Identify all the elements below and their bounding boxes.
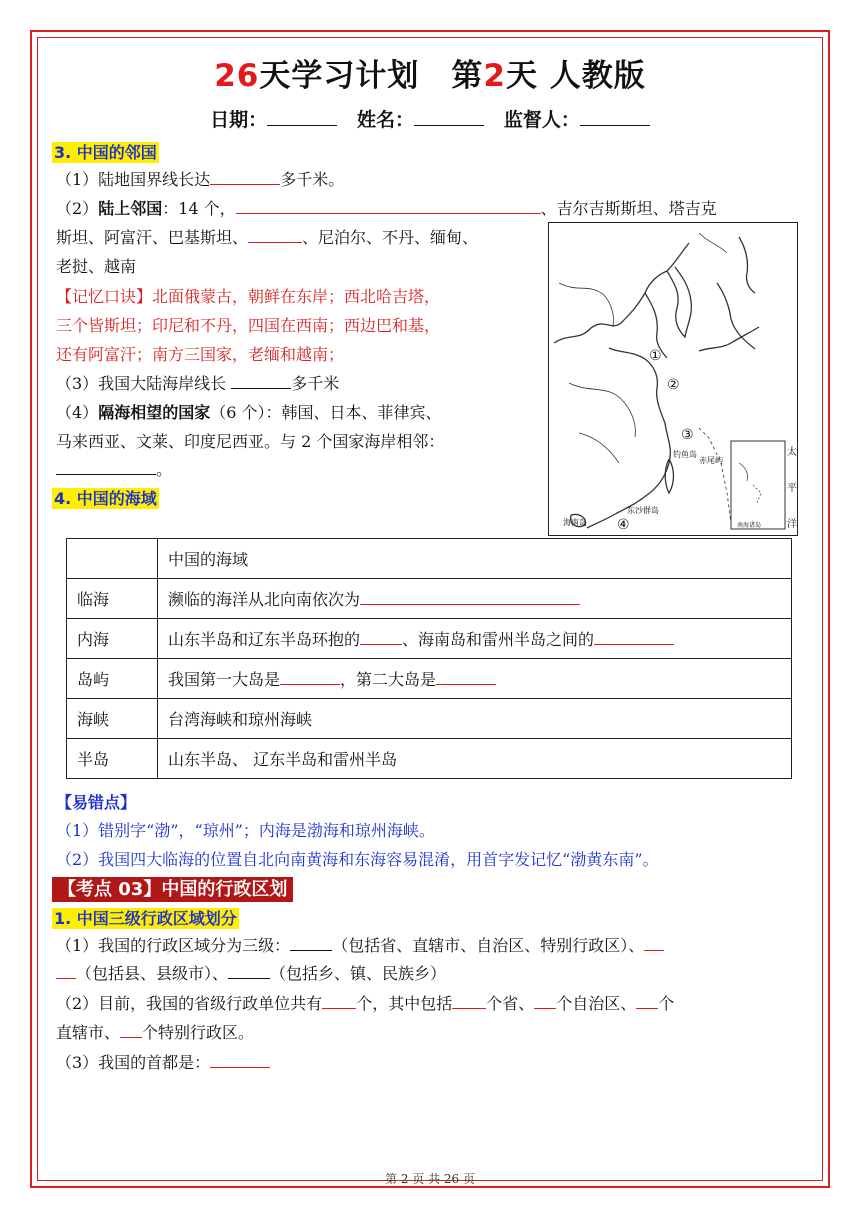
strait-blank[interactable] — [594, 628, 674, 645]
largest-island-blank[interactable] — [280, 668, 340, 685]
kaodian-line3: （2）目前，我国的省级行政单位共有 个，其中包括 个省、 个自治区、 个 — [56, 994, 675, 1013]
map-outline — [549, 223, 798, 536]
map-label-dongsha: 东沙群岛 — [627, 506, 659, 515]
map-marker-1: ① — [649, 348, 662, 364]
supervisor-label: 监督人： — [503, 109, 580, 131]
table-cell: 我国第一大岛是 ，第二大岛是 — [158, 659, 792, 699]
mnemonic-line1: 【记忆口诀】北面俄蒙古，朝鲜在东岸；西北哈吉塔， — [56, 287, 441, 306]
kaodian-line4: 直辖市、 个特别行政区。 — [56, 1023, 255, 1042]
marginal-seas-blank[interactable] — [360, 588, 580, 605]
table-row — [67, 579, 792, 619]
table-cell: 台湾海峡和琼州海峡 — [158, 699, 792, 739]
title-text: 天学习计划 第 — [259, 58, 484, 94]
map-marker-2: ② — [667, 377, 680, 393]
section3-line1: （1）陆地国界线长达 多千米。 — [56, 170, 345, 189]
map-marker-3: ③ — [681, 427, 694, 443]
east-asia-map — [548, 222, 798, 536]
date-blank[interactable] — [267, 106, 337, 126]
date-label: 日期： — [210, 109, 268, 131]
map-label-chiweiyu: 赤尾屿 — [699, 456, 723, 465]
row-label: 半岛 — [67, 739, 158, 779]
section3-line2: （2）陆上邻国：14 个， 、吉尔吉斯斯坦、塔吉克 — [56, 199, 717, 218]
errors-heading: 【易错点】 — [56, 793, 137, 812]
sar-count-blank[interactable] — [120, 1021, 142, 1038]
neighbor-blank-2[interactable] — [248, 226, 302, 243]
second-island-blank[interactable] — [436, 668, 496, 685]
capital-blank[interactable] — [210, 1051, 270, 1068]
page-footer: 第 2 页 共 26 页 — [385, 1172, 475, 1186]
kaodian-line1: （1）我国的行政区域分为三级： （包括省、直辖市、自治区、特别行政区）、 — [56, 933, 664, 959]
map-label-diaoyu: 钓鱼岛 — [673, 450, 697, 459]
error-line1: （1）错别字“渤”，“琼州”；内海是渤海和琼州海峡。 — [56, 821, 435, 840]
inland-sea-blank[interactable] — [360, 628, 402, 645]
section4-heading: 4. 中国的海域 — [54, 489, 157, 508]
name-label: 姓名： — [356, 109, 414, 131]
provincial-count-blank[interactable] — [322, 992, 356, 1009]
municipality-count-blank[interactable] — [636, 992, 658, 1009]
map-label-inset: 南海诸岛 — [737, 522, 762, 529]
row-label: 岛屿 — [67, 659, 158, 699]
info-line — [0, 105, 860, 132]
border-length-blank[interactable] — [210, 168, 280, 185]
page-title — [0, 50, 860, 95]
table-cell: 濒临的海洋从北向南依次为 — [158, 579, 792, 619]
title-edition: 天 人教版 — [505, 58, 646, 94]
map-label-yang: 洋 — [787, 519, 797, 530]
supervisor-blank[interactable] — [580, 106, 650, 126]
map-label-ping: 平 — [787, 483, 797, 494]
section3-line3: 斯坦、阿富汗、巴基斯坦、 、尼泊尔、不丹、缅甸、 — [56, 228, 479, 247]
table-row — [67, 539, 792, 579]
kaodian-line5: （3）我国的首都是： — [56, 1050, 270, 1076]
row-label: 内海 — [67, 619, 158, 659]
map-marker-4: ④ — [617, 517, 630, 533]
mnemonic-line3: 还有阿富汗；南方三国家，老缅和越南； — [56, 345, 345, 364]
neighbors-blank[interactable] — [236, 197, 541, 214]
title-day: 2 — [483, 58, 506, 94]
table-row — [67, 739, 792, 779]
section3-line7: 马来西亚、文莱、印度尼西亚。与 2 个国家海岸相邻： — [56, 432, 445, 451]
row-label: 临海 — [67, 579, 158, 619]
province-level-blank[interactable] — [290, 934, 332, 951]
section3-line4: 老挝、越南 — [56, 257, 137, 276]
error-line2: （2）我国四大临海的位置自北向南黄海和东海容易混淆，用首字发记忆“渤黄东南”。 — [56, 850, 659, 869]
coastal-neighbors-blank[interactable] — [56, 458, 156, 475]
table-cell — [67, 539, 158, 579]
table-cell: 山东半岛和辽东半岛环抱的 、海南岛和雷州半岛之间的 — [158, 619, 792, 659]
kaodian-line2: （包括县、县级市）、 （包括乡、镇、民族乡） — [56, 961, 446, 987]
section3-heading: 3. 中国的邻国 — [54, 143, 157, 162]
township-level-blank[interactable] — [228, 962, 270, 979]
county-level-blank-a[interactable] — [644, 934, 664, 951]
seas-table — [66, 538, 792, 779]
table-row — [67, 659, 792, 699]
kaodian-heading: 1. 中国三级行政区域划分 — [54, 909, 237, 928]
map-label-tai: 太 — [787, 447, 797, 458]
table-row — [67, 619, 792, 659]
table-row — [67, 699, 792, 739]
map-label-hainan: 海南岛 — [563, 518, 587, 527]
coastline-blank[interactable] — [231, 372, 291, 389]
table-header: 中国的海域 — [158, 539, 792, 579]
autonomous-count-blank[interactable] — [534, 992, 556, 1009]
section3-line8: 。 — [56, 457, 172, 483]
row-label: 海峡 — [67, 699, 158, 739]
province-count-blank[interactable] — [452, 992, 486, 1009]
kaodian-tag: 【考点 03】中国的行政区划 — [52, 875, 293, 901]
section3-line6: （4）隔海相望的国家（6 个）：韩国、日本、菲律宾、 — [56, 403, 442, 422]
section3-line5: （3）我国大陆海岸线长 多千米 — [56, 374, 340, 393]
title-number: 26 — [214, 58, 260, 94]
name-blank[interactable] — [414, 106, 484, 126]
mnemonic-line2: 三个皆斯坦；印尼和不丹，四国在西南；西边巴和基， — [56, 316, 441, 335]
table-cell: 山东半岛、 辽东半岛和雷州半岛 — [158, 739, 792, 779]
county-level-blank-b[interactable] — [56, 962, 76, 979]
